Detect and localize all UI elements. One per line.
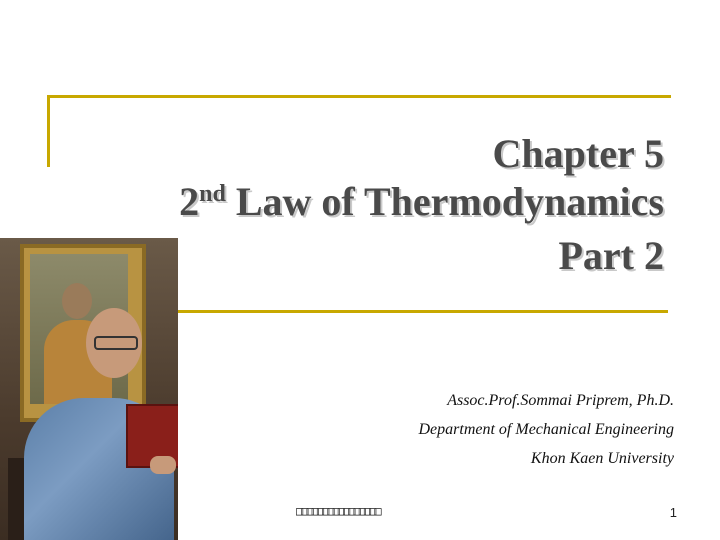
author-block — [419, 386, 675, 473]
title-law-text: Law of Thermodynamics — [225, 179, 664, 224]
title-number: 2 — [179, 179, 200, 224]
glasses-icon — [94, 336, 138, 350]
title-line-1: Chapter 5 — [492, 131, 664, 176]
portrait-head — [62, 283, 92, 319]
page-number: 1 — [669, 505, 677, 520]
decorative-top-rule — [47, 95, 671, 98]
presenter-hand — [150, 456, 176, 474]
decorative-left-rule — [47, 95, 50, 167]
title-superscript: nd — [199, 181, 226, 207]
author-university: Khon Kaen University — [530, 450, 674, 467]
decorative-bottom-rule — [178, 310, 668, 313]
author-department: Department of Mechanical Engineering — [418, 421, 674, 438]
slide-title — [179, 130, 664, 280]
footer-text: □□□□□□□□□□□□□□□□ — [296, 504, 380, 518]
title-line-2 — [179, 178, 664, 232]
presenter-photo — [0, 238, 178, 540]
author-name: Assoc.Prof.Sommai Priprem, Ph.D. — [447, 392, 674, 409]
title-line-3: Part 2 — [558, 233, 664, 278]
